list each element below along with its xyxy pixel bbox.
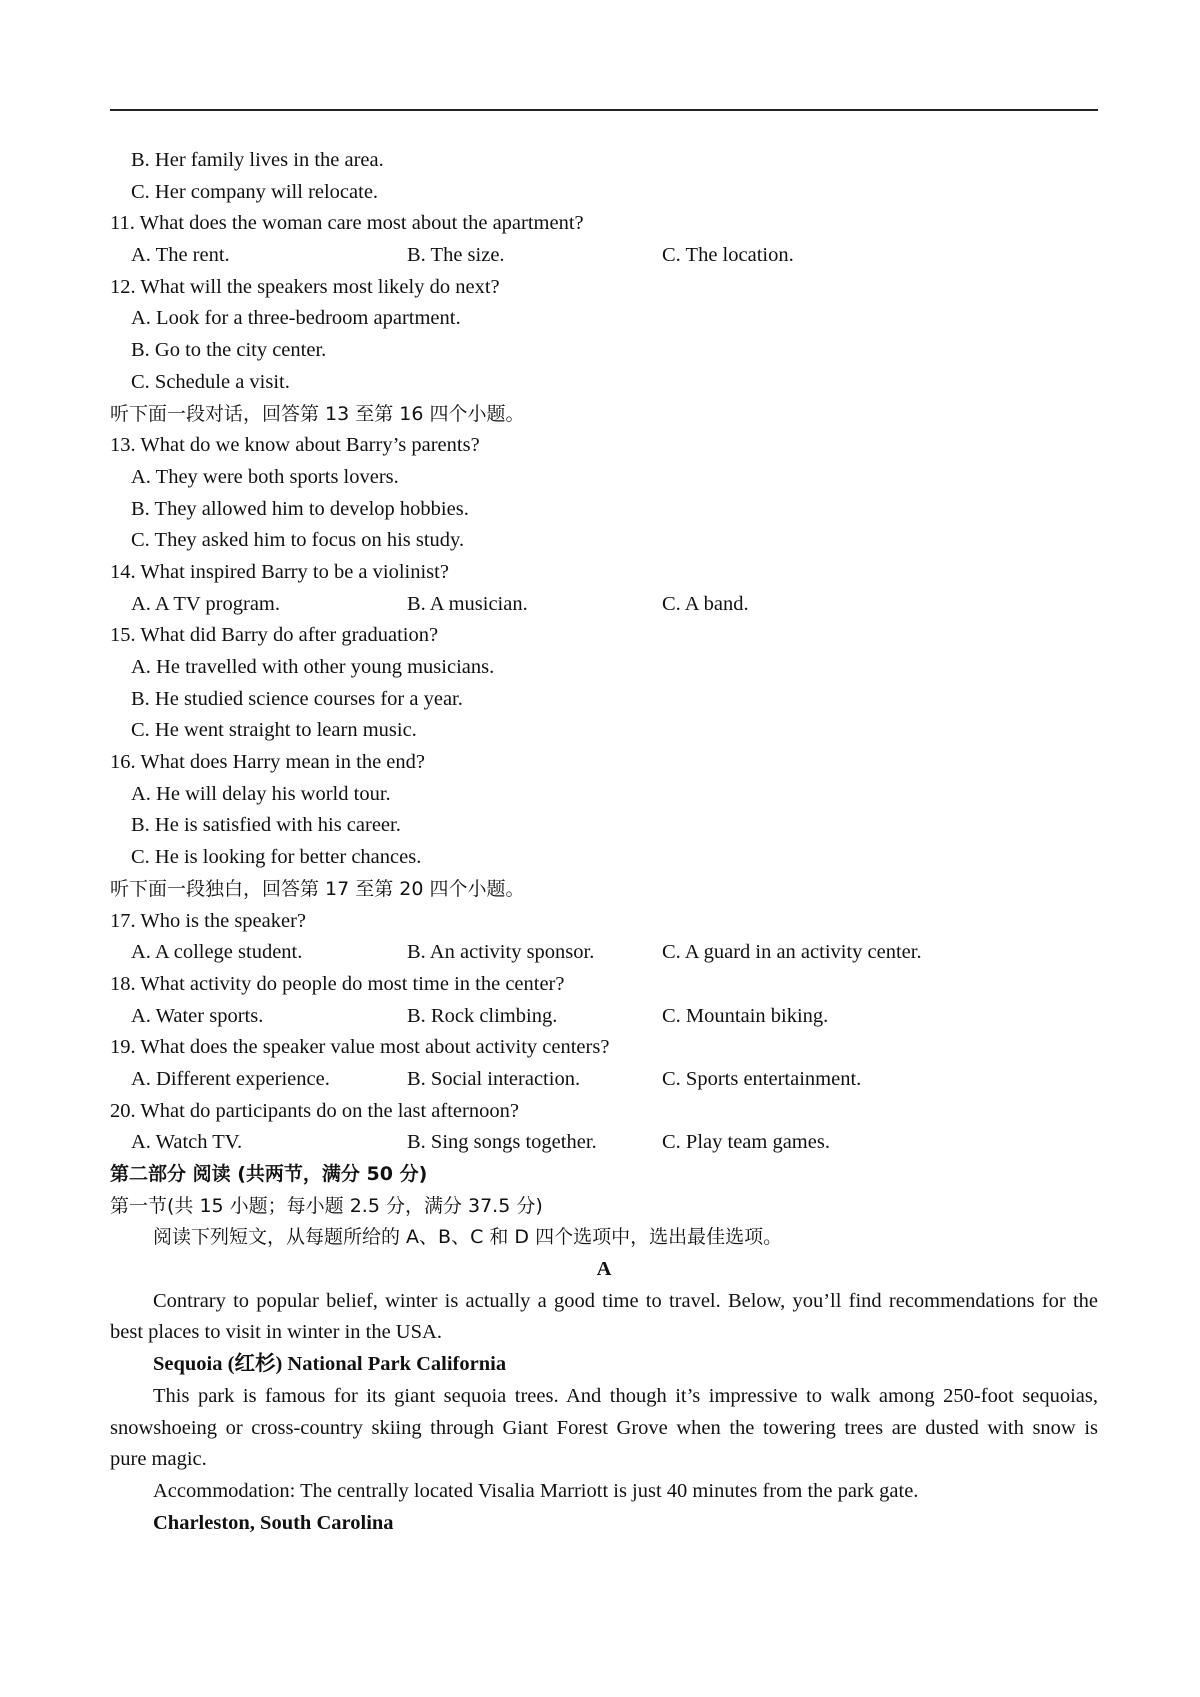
q14-option-c: C. A band.	[662, 592, 749, 615]
reading-section-title: 第一节(共 15 小题；每小题 2.5 分，满分 37.5 分)	[110, 1194, 543, 1217]
charleston-heading: Charleston, South Carolina	[153, 1511, 394, 1534]
q19-option-c: C. Sports entertainment.	[662, 1067, 862, 1090]
q13-option-c: C. They asked him to focus on his study.	[131, 529, 465, 552]
q20-option-c: C. Play team games.	[662, 1131, 830, 1154]
q18-option-c: C. Mountain biking.	[662, 1004, 829, 1027]
q14-stem: 14. What inspired Barry to be a violinist?	[110, 560, 449, 583]
q19-stem: 19. What does the speaker value most about activity centers?	[110, 1036, 610, 1059]
q11-stem: 11. What does the woman care most about the apartment?	[110, 212, 584, 235]
q17-option-a: A. A college student.	[131, 941, 303, 964]
q18-option-a: A. Water sports.	[131, 1004, 264, 1027]
q19-option-a: A. Different experience.	[131, 1067, 330, 1090]
q19-options	[110, 1064, 1098, 1096]
q12-option-a: A. Look for a three-bedroom apartment.	[131, 307, 461, 330]
q17-option-b: B. An activity sponsor.	[407, 941, 595, 964]
q20-option-b: B. Sing songs together.	[407, 1131, 597, 1154]
q18-options	[110, 1001, 1098, 1033]
sequoia-line-1: This park is famous for its giant sequoia trees. And though it’s impressive to walk among 250-foot sequoias,	[153, 1384, 1098, 1407]
q11-options	[110, 240, 1098, 272]
q17-options	[110, 937, 1098, 969]
passage-intro-line-1: Contrary to popular belief, winter is actually a good time to travel. Below, you’ll find recommendations for the	[153, 1289, 1098, 1312]
instruction-17-20: 听下面一段独白，回答第 17 至第 20 四个小题。	[110, 877, 525, 900]
header-rule	[110, 109, 1098, 111]
q15-option-b: B. He studied science courses for a year.	[131, 687, 463, 710]
sequoia-line-2: snowshoeing or cross-country skiing through Giant Forest Grove when the towering trees are dusted with snow is	[110, 1416, 1098, 1439]
q18-option-b: B. Rock climbing.	[407, 1004, 558, 1027]
q12-option-b: B. Go to the city center.	[131, 339, 327, 362]
q17-option-c: C. A guard in an activity center.	[662, 941, 922, 964]
reading-instruction: 阅读下列短文，从每题所给的 A、B、C 和 D 四个选项中，选出最佳选项。	[153, 1226, 783, 1249]
q19-option-b: B. Social interaction.	[407, 1067, 581, 1090]
sequoia-accommodation: Accommodation: The centrally located Visalia Marriott is just 40 minutes from the park gate.	[153, 1479, 919, 1502]
q15-option-a: A. He travelled with other young musicians.	[131, 656, 495, 678]
q13-stem: 13. What do we know about Barry’s parents?	[110, 434, 480, 457]
reading-part-title: 第二部分 阅读 (共两节，满分 50 分)	[110, 1163, 428, 1185]
q20-options	[110, 1127, 1098, 1159]
q16-option-b: B. He is satisfied with his career.	[131, 814, 401, 837]
q16-option-a: A. He will delay his world tour.	[131, 782, 391, 805]
q11-option-c: C. The location.	[662, 244, 794, 267]
q13-option-b: B. They allowed him to develop hobbies.	[131, 497, 469, 520]
q13-option-a: A. They were both sports lovers.	[131, 465, 399, 488]
q11-option-b: B. The size.	[407, 244, 505, 267]
q14-option-b: B. A musician.	[407, 592, 528, 615]
q20-stem: 20. What do participants do on the last afternoon?	[110, 1099, 519, 1122]
q15-option-c: C. He went straight to learn music.	[131, 719, 417, 742]
sequoia-heading: Sequoia (红杉) National Park California	[153, 1353, 507, 1376]
q12-stem: 12. What will the speakers most likely do next?	[110, 275, 500, 298]
q10-option-b: B. Her family lives in the area.	[131, 149, 384, 171]
instruction-13-16: 听下面一段对话，回答第 13 至第 16 四个小题。	[110, 402, 525, 425]
q11-option-a: A. The rent.	[131, 244, 230, 267]
q10-option-c: C. Her company will relocate.	[131, 180, 379, 203]
q14-option-a: A. A TV program.	[131, 592, 281, 615]
passage-intro-line-2: best places to visit in winter in the USA.	[110, 1321, 442, 1344]
q18-stem: 18. What activity do people do most time in the center?	[110, 972, 565, 995]
q14-options	[110, 589, 1098, 621]
passage-label: A	[596, 1258, 612, 1281]
sequoia-line-3: pure magic.	[110, 1448, 207, 1471]
q16-option-c: C. He is looking for better chances.	[131, 846, 422, 869]
exam-page-content	[110, 145, 1098, 1539]
q15-stem: 15. What did Barry do after graduation?	[110, 624, 439, 647]
q17-stem: 17. Who is the speaker?	[110, 909, 307, 932]
q20-option-a: A. Watch TV.	[131, 1131, 243, 1154]
q16-stem: 16. What does Harry mean in the end?	[110, 751, 425, 774]
q12-option-c: C. Schedule a visit.	[131, 370, 290, 393]
